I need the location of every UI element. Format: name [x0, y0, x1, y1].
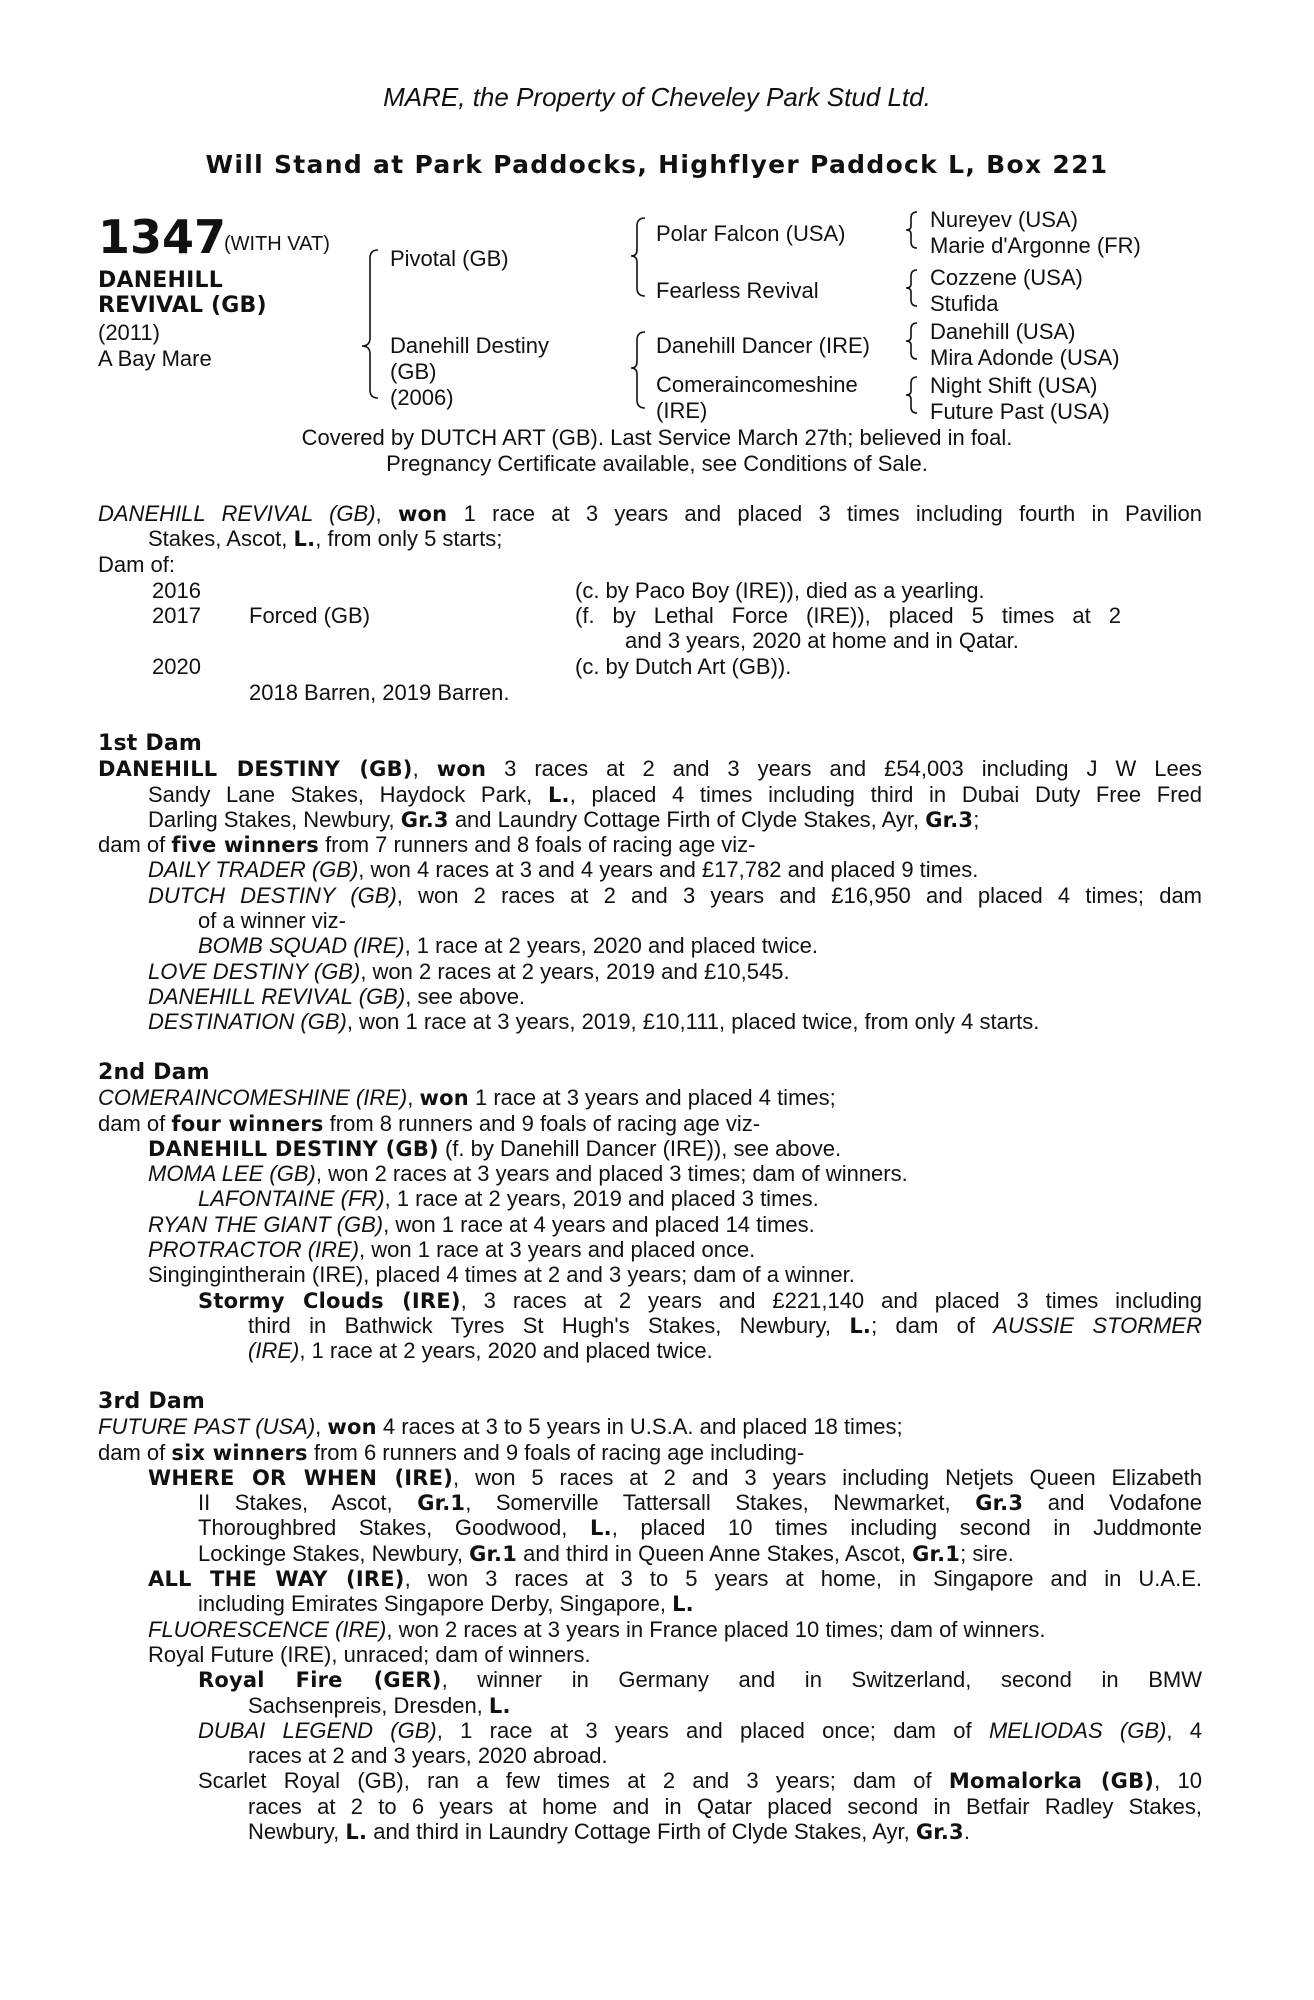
produce-detail: and 3 years, 2020 at home and in Qatar.	[625, 628, 1019, 653]
section-heading: 2nd Dam	[98, 1060, 210, 1085]
produce-year: 2020	[152, 654, 201, 679]
barren-note: 2018 Barren, 2019 Barren.	[249, 680, 510, 705]
mare-summary: DANEHILL REVIVAL (GB), won 1 race at 3 years and placed 3 times including fourth in Pavilion Stakes, Ascot, L., from only 5 starts; Dam of:	[98, 501, 1208, 577]
pedigree-dam-sire-sire: Danehill (USA)	[930, 319, 1076, 344]
produce-name: Forced (GB)	[249, 603, 371, 628]
third-dam-section: 3rd Dam FUTURE PAST (USA), won 4 races at 3 to 5 years in U.S.A. and placed 18 times; dam of six winners from 6 runners and 9 foals of racing age including- WHERE OR WHEN (IRE), won 5 races at 2 and 3 years including Netjets Queen Elizabeth II Stakes, Ascot, Gr.1, Somerville Tattersall Stakes, Newmarket, Gr.3 and Vodafone Thoroughbred Stakes, Goodwood, L., placed 10 times including second in Juddmonte Lockinge Stakes, Newbury, Gr.1 and third in Queen Anne Stakes, Ascot, Gr.1; sire. ALL THE WAY (IRE), won 3 races at 3 to 5 years at home, in Singapore and in U.A.E. including Emirates Singapore Derby, Singapore, L. FLUORESCENCE (IRE), won 2 races at 3 years in France placed 10 times; dam of winners. Royal Future (IRE), unraced; dam of winners. Royal Fire (GER), winner in Germany and in Switzerland, second in BMW Sachsenpreis, Dresden, L. DUBAI LEGEND (GB), 1 race at 3 years and placed once; dam of MELIODAS (GB), 4 races at 2 and 3 years, 2020 abroad. Scarlet Royal (GB), ran a few times at 2 and 3 years; dam of Momalorka (GB), 10 races at 2 to 6 years at home and in Qatar placed second in Betfair Radley Stakes, Newbury, L. and third in Laundry Cottage Firth of Clyde Stakes, Ayr, Gr.3.	[98, 1389, 1208, 1844]
produce-year: 2017	[152, 603, 201, 628]
horse-name-line1: DANEHILL	[98, 268, 223, 293]
horse-description: A Bay Mare	[98, 346, 212, 371]
pedigree-sire-sire: Polar Falcon (USA)	[656, 221, 846, 246]
vat-note: (WITH VAT)	[224, 233, 330, 255]
pedigree-sire-dam: Fearless Revival	[656, 278, 819, 303]
pedigree-dam-sire-dam: Mira Adonde (USA)	[930, 345, 1120, 370]
pedigree-sire-sire-sire: Nureyev (USA)	[930, 207, 1078, 232]
produce-detail: (c. by Paco Boy (IRE)), died as a yearling.	[575, 578, 985, 603]
pregnancy-note: Pregnancy Certificate available, see Conditions of Sale.	[386, 451, 928, 476]
pedigree-sire-dam-sire: Cozzene (USA)	[930, 265, 1083, 290]
pedigree-dam-line3: (2006)	[390, 385, 454, 410]
pedigree-dam-line1: Danehill Destiny	[390, 333, 549, 358]
pedigree-dam-dam-line1: Comeraincomeshine	[656, 372, 858, 397]
horse-name-line2: REVIVAL (GB)	[98, 293, 267, 318]
pedigree-sire: Pivotal (GB)	[390, 246, 509, 271]
page-title: MARE, the Property of Cheveley Park Stud Ltd.	[383, 82, 931, 112]
pedigree-sire-sire-dam: Marie d'Argonne (FR)	[930, 233, 1141, 258]
pedigree-dam-dam-sire: Night Shift (USA)	[930, 373, 1098, 398]
lot-number: 1347	[98, 210, 227, 264]
first-dam-section: 1st Dam DANEHILL DESTINY (GB), won 3 races at 2 and 3 years and £54,003 including J W Lees Sandy Lane Stakes, Haydock Park, L., placed 4 times including third in Dubai Duty Free Fred Darling Stakes, Newbury, Gr.3 and Laundry Cottage Firth of Clyde Stakes, Ayr, Gr.3; dam of five winners from 7 runners and 8 foals of racing age viz- DAILY TRADER (GB), won 4 races at 3 and 4 years and £17,782 and placed 9 times. DUTCH DESTINY (GB), won 2 races at 2 and 3 years and £16,950 and placed 4 times; dam of a winner viz- BOMB SQUAD (IRE), 1 race at 2 years, 2020 and placed twice. LOVE DESTINY (GB), won 2 races at 2 years, 2019 and £10,545. DANEHILL REVIVAL (GB), see above. DESTINATION (GB), won 1 race at 3 years, 2019, £10,111, placed twice, from only 4 starts.	[98, 731, 1208, 1035]
produce-detail: (c. by Dutch Art (GB)).	[575, 654, 792, 679]
foaling-year: (2011)	[98, 320, 160, 345]
page-subtitle: Will Stand at Park Paddocks, Highflyer Paddock L, Box 221	[205, 150, 1109, 179]
pedigree-dam-sire: Danehill Dancer (IRE)	[656, 333, 870, 358]
covering-note: Covered by DUTCH ART (GB). Last Service March 27th; believed in foal.	[301, 425, 1013, 450]
section-heading: 1st Dam	[98, 731, 203, 756]
produce-year: 2016	[152, 578, 201, 603]
dam-of-label: Dam of:	[98, 551, 176, 577]
pedigree-sire-dam-dam: Stufida	[930, 291, 999, 316]
produce-detail: (f. by Lethal Force (IRE)), placed 5 times at 2	[575, 603, 1121, 628]
pedigree-dam-dam-dam: Future Past (USA)	[930, 399, 1110, 424]
second-dam-section: 2nd Dam COMERAINCOMESHINE (IRE), won 1 race at 3 years and placed 4 times; dam of four winners from 8 runners and 9 foals of racing age viz- DANEHILL DESTINY (GB) (f. by Danehill Dancer (IRE)), see above. MOMA LEE (GB), won 2 races at 3 years and placed 3 times; dam of winners. LAFONTAINE (FR), 1 race at 2 years, 2019 and placed 3 times. RYAN THE GIANT (GB), won 1 race at 4 years and placed 14 times. PROTRACTOR (IRE), won 1 race at 3 years and placed once. Singingintherain (IRE), placed 4 times at 2 and 3 years; dam of a winner. Stormy Clouds (IRE), 3 races at 2 years and £221,140 and placed 3 times including third in Bathwick Tyres St Hugh's Stakes, Newbury, L.; dam of AUSSIE STORMER (IRE), 1 race at 2 years, 2020 and placed twice.	[98, 1060, 1208, 1364]
pedigree-dam-dam-line2: (IRE)	[656, 398, 708, 423]
section-heading: 3rd Dam	[98, 1389, 205, 1414]
pedigree-dam-line2: (GB)	[390, 359, 437, 384]
